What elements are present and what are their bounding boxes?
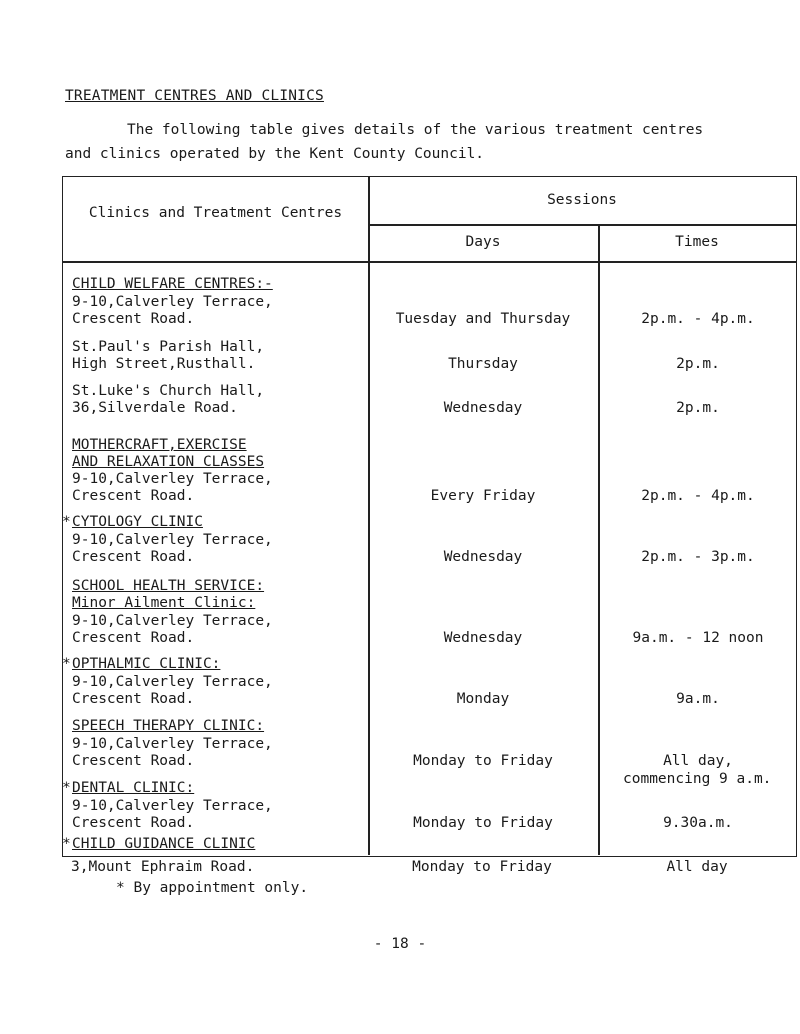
section-title-text: CHILD GUIDANCE CLINIC [72,836,256,852]
section-subtitle: Minor Ailment Clinic: [72,595,256,611]
row-days: Thursday [448,356,518,372]
header-days: Days [465,234,501,250]
header-clinics: Clinics and Treatment Centres [88,205,343,221]
section-title [62,656,221,673]
row-address-line: 3,Mount Ephraim Road. [71,859,255,875]
intro-line-2: and clinics operated by the Kent County Council. [65,146,485,162]
appointment-star: * [62,514,71,530]
row-times: 9.30a.m. [663,815,733,831]
section-title: AND RELAXATION CLASSES [72,454,265,470]
appointment-star: * [62,780,71,796]
row-address-line: 9-10,Calverley Terrace, [72,798,273,814]
row-days: Wednesday [443,549,523,565]
row-times: 9a.m. [676,691,720,707]
section-title: SCHOOL HEALTH SERVICE: [72,578,265,594]
section-title-text: OPTHALMIC CLINIC: [72,656,221,672]
row-address-line: 9-10,Calverley Terrace, [72,532,273,548]
row-days: Every Friday [430,488,536,504]
row-address-line: Crescent Road. [72,549,195,565]
section-title-text: DENTAL CLINIC: [72,780,195,796]
row-address-line: Crescent Road. [72,630,195,646]
row-times: 9a.m. - 12 noon [632,630,764,646]
row-times: All day [666,859,728,875]
clinics-table [62,176,797,857]
row-times: All day, [663,753,733,769]
section-title [62,514,203,531]
header-mid-line [368,224,796,226]
row-days: Monday to Friday [413,815,553,831]
header-times: Times [675,234,719,250]
row-address-line: St.Paul's Parish Hall, [72,339,265,355]
appointment-star: * [62,656,71,672]
row-address-line: Crescent Road. [72,815,195,831]
row-times: commencing 9 a.m. [623,771,772,787]
section-title [62,780,195,797]
row-days: Tuesday and Thursday [395,311,571,327]
section-title: CHILD WELFARE CENTRES:- [72,276,273,292]
row-address-line: Crescent Road. [72,753,195,769]
row-address-line: 9-10,Calverley Terrace, [72,674,273,690]
appointment-star: * [62,836,71,852]
row-address-line: 9-10,Calverley Terrace, [72,736,273,752]
row-times: 2p.m. - 3p.m. [641,549,755,565]
row-address-line: Crescent Road. [72,311,195,327]
page-number: - 18 - [373,936,427,952]
section-title [62,836,256,853]
row-address-line: 9-10,Calverley Terrace, [72,471,273,487]
section-title-text: CYTOLOGY CLINIC [72,514,203,530]
row-days: Monday to Friday [413,753,553,769]
row-address-line: High Street,Rusthall. [72,356,256,372]
row-days: Monday [456,691,510,707]
row-address-line: 9-10,Calverley Terrace, [72,294,273,310]
intro-line-1: The following table gives details of the various treatment centres [127,122,704,138]
row-times: 2p.m. [676,400,720,416]
row-days: Wednesday [443,630,523,646]
header-sessions: Sessions [547,192,617,208]
section-title: MOTHERCRAFT,EXERCISE [72,437,247,453]
row-times: 2p.m. - 4p.m. [641,488,755,504]
row-address-line: 9-10,Calverley Terrace, [72,613,273,629]
row-times: 2p.m. - 4p.m. [641,311,755,327]
header-bottom-line [63,261,796,263]
row-days: Monday to Friday [412,859,552,875]
row-address-line: Crescent Road. [72,488,195,504]
row-address-line: St.Luke's Church Hall, [72,383,265,399]
row-days: Wednesday [443,400,523,416]
row-address-line: 36,Silverdale Road. [72,400,238,416]
row-address-line: Crescent Road. [72,691,195,707]
footnote: * By appointment only. [116,880,309,896]
page-heading: TREATMENT CENTRES AND CLINICS [65,88,324,104]
section-title: SPEECH THERAPY CLINIC: [72,718,265,734]
intro-paragraph [65,118,785,166]
row-times: 2p.m. [676,356,720,372]
